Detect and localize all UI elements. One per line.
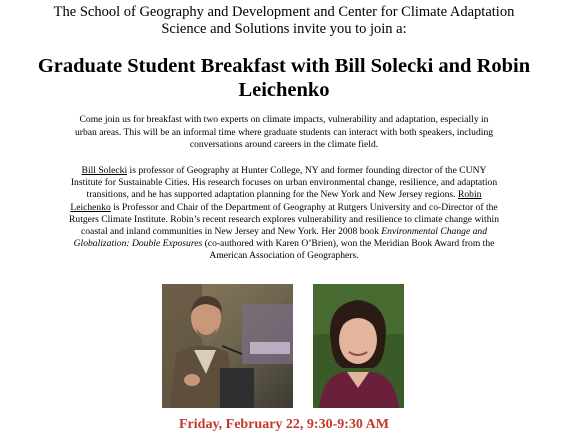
description-line-1: Come join us for breakfast with two experts on climate impacts, vulnerability and adaptation, especially in — [79, 114, 489, 125]
bio-line-6-text: coastal and inland communities in New Jersey and New York. Her 2008 book — [81, 226, 382, 238]
event-date: Friday, February 22, 9:30-9:30 AM — [179, 417, 389, 432]
bio-line-6 — [38, 226, 530, 238]
leichenko-portrait-image — [313, 284, 404, 408]
bio-line-3-text: transitions, and he has supported adaptation planning for the New York and New Jersey regions. — [86, 189, 456, 201]
event-title — [20, 54, 548, 102]
event-description — [38, 114, 530, 152]
bio-line-4 — [38, 202, 530, 214]
bio-line-8: American Association of Geographers. — [209, 250, 359, 262]
event-title-line-2: Leichenko — [238, 79, 330, 101]
description-line-3: conversations around careers in the climate field. — [189, 139, 379, 150]
speaker-bios — [38, 165, 530, 263]
description-line-2: urban areas. This will be an informal time where graduate students can interact with both speakers, including — [74, 126, 494, 138]
bio-line-7-text: (co-authored with Karen O’Brien), won the Meridian Book Award from the — [202, 238, 495, 250]
leichenko-link-part-2[interactable]: Leichenko — [70, 201, 111, 213]
bio-line-4-text: is Professor and Chair of the Department of Geography at Rutgers University and co-Director of the — [110, 201, 498, 213]
bio-line-2: Institute for Sustainable Cities. His research focuses on urban environmental change, resilience, and adaptation — [70, 177, 498, 189]
book-title-part-2: Globalization: Double Exposures — [73, 238, 203, 250]
book-title-part-1: Environmental Change and — [381, 226, 487, 238]
photo-bill-solecki — [162, 284, 293, 408]
bio-line-1 — [38, 165, 530, 177]
bio-line-7 — [38, 238, 530, 250]
event-title-line-1: Graduate Student Breakfast with Bill Solecki and Robin — [37, 55, 531, 77]
bio-line-3 — [38, 189, 530, 201]
solecki-portrait-image — [162, 284, 293, 408]
intro-text — [30, 4, 538, 38]
bio-line-5: Rutgers Climate Institute. Robin’s recent research explores vulnerability and resilience to climate change within — [69, 213, 499, 225]
leichenko-link-part-1[interactable]: Robin — [457, 189, 482, 201]
intro-line-1: The School of Geography and Development and Center for Climate Adaptation — [53, 4, 515, 20]
solecki-link[interactable]: Bill Solecki — [81, 165, 128, 176]
intro-line-2: Science and Solutions invite you to join a: — [161, 21, 407, 37]
photo-robin-leichenko — [313, 284, 404, 408]
bio-line-1-text: is professor of Geography at Hunter College, NY and former founding director of the CUNY — [127, 165, 487, 176]
